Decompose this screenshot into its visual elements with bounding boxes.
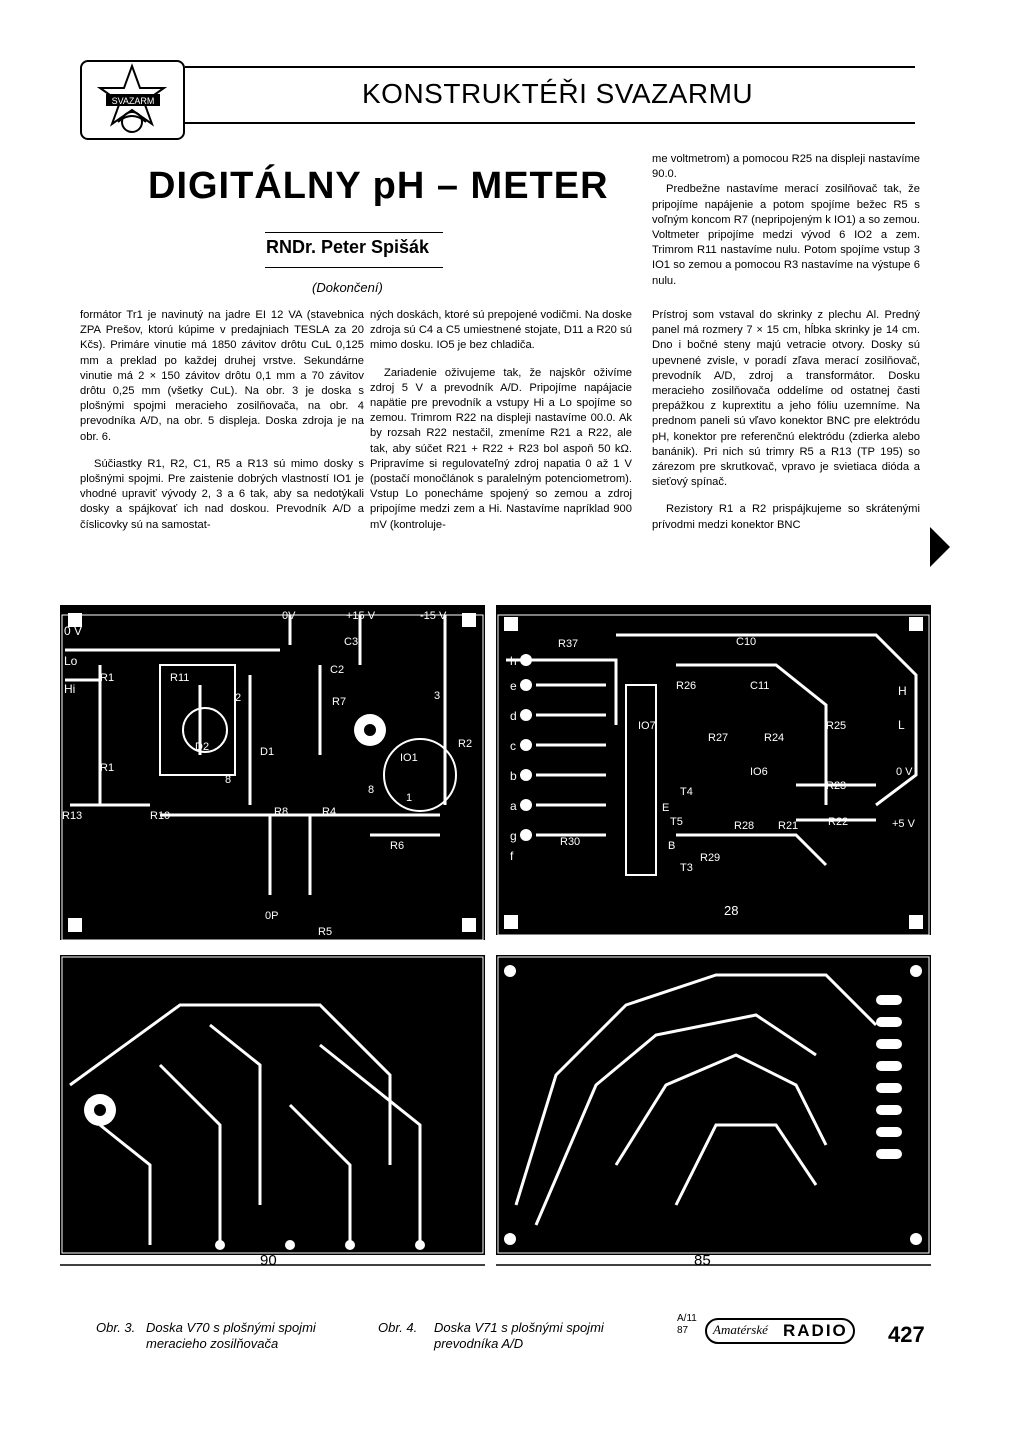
fig3-label: 8 (225, 774, 232, 786)
fig4-label: T5 (670, 816, 683, 828)
fig3-label: D1 (260, 746, 275, 758)
magazine-logo (705, 1318, 855, 1344)
paragraph: formátor Tr1 je navinutý na jadre EI 12 VA (stavebnica ZPA Prešov, ktorú kúpime v predajniach TESLA za 20 Kčs). Primáre vinutie má 1850 závitov drôtu CuL 0,125 mm a preklad po každej druhej vrstve. Sekundárne vinutie má 2 × 150 závitov drôtu 0,1 mm a 70 závitov drôtu 0,25 mm (všetky CuL). Na obr. 3 je doska s plošnými spojmi meracieho zosilňovača, na obr. 4 prevodníka A/D, na obr. 5 displeja. Doska zdroja je na obr. 6. (80, 309, 364, 443)
paragraph: Prístroj som vstaval do skrinky z plechu Al. Predný panel má rozmery 7 × 15 cm, hĺbka skrinky je 14 cm. Dno i bočné steny majú vetracie otvory. Dosky sú upevnené zvisle, v poradí zľava merací zosilňovač, prevodník A/D, zdroj a transformátor. Dosku meracieho zosilňovača oddelíme od ostatnej časti prepážkou z kuprextitu a jeho fóliu uzemníme. Na prednom paneli sú vľavo konektor BNC pre elektródu pH, konektor pre referenčnú elektródu (zdierka alebo banánik). Pri nich sú trimry R5 a R13 (TP 195) so zárezom pre skrutkovač, vpravo je svietiaca dióda a sieťový spínač. (652, 309, 920, 489)
fig4-label: C11 (750, 680, 770, 692)
figure-3-pcb (60, 605, 485, 1285)
star-emblem-icon (82, 62, 183, 138)
header-rule-top (185, 66, 915, 68)
fig3-label: D2 (195, 741, 210, 753)
fig4-label: R37 (558, 638, 579, 650)
svazarm-logo (80, 60, 185, 140)
fig4-label: L (898, 718, 905, 732)
fig3-label: 0P (265, 910, 279, 922)
fig3-label: C2 (330, 664, 345, 676)
figure-4-pcb (496, 605, 931, 1285)
fig4-label: +5 V (892, 818, 915, 830)
fig3-label: 0V (282, 610, 296, 622)
fig3-label: +15 V (346, 610, 376, 622)
fig4-label: g (510, 829, 517, 843)
fig3-label: R13 (62, 810, 83, 822)
paragraph: Rezistory R1 a R2 prispájkujeme so skrátenými prívodmi medzi konektor BNC (652, 503, 920, 531)
dimension-label: 90 (260, 1252, 277, 1269)
magazine-name-script: Amatérské (713, 1322, 768, 1337)
paragraph: Zariadenie oživujeme tak, že najskôr oživíme zdroj 5 V a prevodník A/D. Pripojíme napájacie napätie pre prevodník a vstupy Hi a Lo spojíme so zemou. Trimrom R22 na displeji nastavíme 00.0. Ak by rozsah R22 nestačil, zmeníme R21 a R22, ale tak, aby súčet R21 + R22 + R23 bol aspoň 50 kΩ. Pripravíme si regulovateľný zdroj napatia 0 až 1 V (postačí monočlánok s paralelným potenciometrom). Vstup Lo ponecháme spojený so zemou a zdroj pripojíme medzi zem a Hi. Nastavíme napríklad 900 mV (kontroluje- (370, 366, 632, 531)
fig3-label: R2 (458, 738, 473, 750)
fig4-label: R22 (828, 816, 849, 828)
text-column-1 (80, 308, 364, 545)
fig3-label: 3 (434, 690, 441, 702)
continued-note: (Dokončení) (312, 280, 383, 295)
fig4-label: 0 V (896, 766, 913, 778)
fig4-label: R23 (826, 780, 847, 792)
text-column-top-right (652, 152, 920, 289)
text-column-3 (652, 308, 920, 545)
fig3-label: R8 (274, 806, 289, 818)
author-rule-bottom (265, 267, 443, 268)
fig3-label: Hi (64, 682, 76, 696)
fig4-label: T4 (680, 786, 693, 798)
fig3-label: R1 (100, 672, 115, 684)
paragraph: Súčiastky R1, R2, C1, R5 a R13 sú mimo dosky s plošnými spojmi. Pre zaistenie dobrých vlastností IO1 je vhodné upraviť vývody 2, 3 a 6 tak, aby sa nedotýkali dosky a spájkovať ich nad doskou. Prevodník A/D a číslicovky sú na samostat- (80, 457, 364, 531)
fig4-label: R28 (734, 820, 755, 832)
author: RNDr. Peter Spišák (266, 237, 430, 257)
fig3-label: R7 (332, 696, 347, 708)
fig4-label: R26 (676, 680, 697, 692)
fig3-label: Lo (64, 654, 78, 668)
figure-3-caption-label: Obr. 3. (96, 1320, 136, 1335)
fig4-label: T3 (680, 862, 693, 874)
fig4-label: 28 (724, 903, 739, 918)
article-title: DIGITÁLNY pH – METER (148, 165, 609, 207)
fig4-label: c (510, 739, 516, 753)
fig3-label: R1 (100, 762, 115, 774)
header-rule-bottom (185, 122, 915, 124)
fig3-label: R4 (322, 806, 337, 818)
fig4-label: IO7 (638, 720, 656, 732)
fig4-label: e (510, 679, 517, 693)
fig3-label: 1 (406, 792, 413, 804)
fig4-label: B (668, 840, 676, 852)
fig4-label: E (662, 802, 670, 814)
paragraph: me voltmetrom) a pomocou R25 na displeji nastavíme 90.0. (652, 153, 920, 181)
author-rule-top (265, 232, 443, 233)
fig3-label: R10 (150, 810, 171, 822)
fig4-label: R29 (700, 852, 721, 864)
fig4-label: d (510, 709, 517, 723)
fig4-label: IO6 (750, 766, 768, 778)
fig4-label: R30 (560, 836, 581, 848)
fig4-label: b (510, 769, 517, 783)
fig3-label: R6 (390, 840, 405, 852)
fig3-label: R11 (170, 672, 190, 684)
continue-arrow-icon (930, 527, 950, 567)
issue-number: A/11 87 (677, 1313, 697, 1336)
fig4-label: a (510, 799, 517, 813)
fig3-label: 0 V (64, 624, 83, 638)
fig3-label: R5 (318, 926, 333, 938)
section-title: KONSTRUKTÉŘI SVAZARMU (362, 78, 754, 109)
fig4-label: R27 (708, 732, 729, 744)
paragraph: Predbežne nastavíme merací zosilňovač tak, že pripojíme napájenie a potom spojíme bežec R5 s voľným koncom R7 (nepripojeným k IO1) a so zemou. Voltmeter pripojíme medzi vývod 6 IO2 a zem. Trimrom R11 nastavíme nulu. Potom spojíme vstup 3 IO1 so zemou a pomocou R3 nastavíme na výstupe 6 nulu. (652, 183, 920, 287)
fig4-label: C10 (736, 636, 757, 648)
figure-3-caption: Doska V70 s plošnými spojmi meracieho zosilňovača (146, 1320, 316, 1351)
paragraph: ných doskách, ktoré sú prepojené vodičmi. Na doske zdroja sú C4 a C5 umiestnené stojate, D11 a R20 sú mimo dosku. IO5 je bez chladiča. (370, 309, 632, 352)
dimension-label: 85 (694, 1252, 711, 1269)
fig4-label: H (898, 684, 907, 698)
text-column-2 (370, 308, 632, 545)
figure-4-caption: Doska V71 s plošnými spojmi prevodníka A/D (434, 1320, 604, 1351)
fig4-label: R25 (826, 720, 847, 732)
fig3-label: 8 (368, 784, 375, 796)
fig3-label: C3 (344, 636, 359, 648)
fig4-label: h (510, 654, 517, 668)
fig4-label: R24 (764, 732, 785, 744)
fig4-label: R21 (778, 820, 799, 832)
figure-4-caption-label: Obr. 4. (378, 1320, 418, 1335)
fig3-label: 2 (235, 692, 242, 704)
fig3-label: -15 V (420, 610, 447, 622)
magazine-name: RADIO (783, 1321, 848, 1340)
fig3-label: IO1 (400, 752, 418, 764)
fig4-label: f (510, 849, 514, 863)
page-number: 427 (888, 1322, 925, 1347)
logo-text: SVAZARM (111, 96, 155, 106)
